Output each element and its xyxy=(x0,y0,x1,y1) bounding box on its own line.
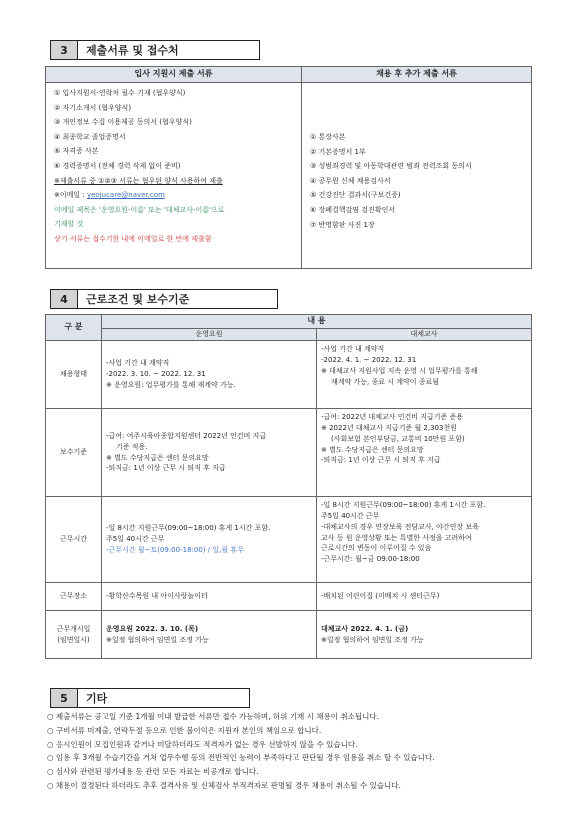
application-docs-cell xyxy=(46,83,302,269)
section-4-number: 4 xyxy=(50,289,78,309)
doc-item: ① 입사지원서-연락처 필수 기재 (협우양식) xyxy=(54,89,186,97)
cell-line: 근로시간의 변동이 이루어질 수 있음 xyxy=(321,544,432,553)
cell-line: ※ 운영요원: 업무평가를 통해 재계약 가능. xyxy=(106,380,236,389)
cell-line: -2022. 3. 10. ~ 2022. 12. 31 xyxy=(106,370,206,379)
cell-line: -일 8시간 지원근무(09:00~18:00) 휴게 1시간 포함. xyxy=(321,501,486,509)
cell-line: 대체교사 2022. 4. 1. (금) xyxy=(321,624,409,633)
cell-line: -2022. 4. 1. ~ 2022. 12. 31 xyxy=(321,355,417,364)
extra-doc-item: ④ 공무원 신체 채용검사서 xyxy=(310,176,391,185)
extra-doc-item: ⑥ 장폐결핵감염 검진확인서 xyxy=(310,205,396,214)
hours-substitute-cell xyxy=(317,497,532,583)
cell-line: -급여: 여주시육아종합지원센터 2022년 인건비 지급 xyxy=(106,431,267,440)
conditions-table xyxy=(45,314,532,659)
section-3-title: 제출서류 및 접수처 xyxy=(78,40,260,60)
workplace-operator-cell xyxy=(102,583,317,611)
employment-operator-cell xyxy=(102,341,317,409)
cell-line: 기준 적용. xyxy=(116,442,148,451)
cell-line: 교사 등 원 운영상황 또는 특별한 사정을 고려하여 xyxy=(321,533,472,542)
email-label: ※이메일 : xyxy=(54,191,87,200)
col-header-substitute: 대체교사 xyxy=(317,329,532,341)
documents-table xyxy=(45,66,532,269)
cell-line: 재계약 가능, 종료 시 계약이 종료됨 xyxy=(331,377,440,386)
row-label-employment: 채용형태 xyxy=(46,341,102,409)
cell-line: ※일정 협의하여 임면일 조정 가능 xyxy=(321,635,424,644)
section-5-title: 기타 xyxy=(78,688,250,708)
cell-line: ※ 대체교사 지원사업 지속 운영 시 업무평가를 통해 xyxy=(321,366,478,375)
email-line xyxy=(46,188,301,203)
col-header-application-docs: 입사 지원시 제출 서류 xyxy=(46,67,302,83)
cell-line: -배치된 어린이집 (미배치 시 센터근무) xyxy=(321,592,440,601)
col-header-gubun: 구 분 xyxy=(46,315,102,341)
cell-line: -대체교사의 경우 연장보육 전담교사, 야간연장 보육 xyxy=(321,522,479,531)
doc-item: ④ 최종학교 졸업증명서 xyxy=(54,132,126,141)
extra-doc-item: ① 통장사본 xyxy=(310,133,346,141)
email-subject-note-2: 기재할 것 xyxy=(54,220,84,229)
row-label-hours: 근무시간 xyxy=(46,497,102,583)
deadline-warning: 상기 서류는 접수기한 내에 이메일로 한 번에 제출함 xyxy=(54,234,212,243)
form-note: ※제출서류 중 ①②③ 서류는 협우된 양식 사용하여 제출 xyxy=(54,176,223,185)
section-4-header xyxy=(50,289,278,309)
cell-line: -근무시간 월~토(09:00-18:00) / 일,월 휴무 xyxy=(106,545,244,554)
row-label-salary: 보수기준 xyxy=(46,409,102,497)
section-4-title: 근로조건 및 보수기준 xyxy=(78,289,278,309)
start-substitute-cell xyxy=(317,611,532,659)
note-item: ○ 심사와 관련된 평가내용 등 관련 모든 자료는 비공개로 합니다. xyxy=(47,767,259,777)
salary-substitute-cell xyxy=(317,409,532,497)
notes-list xyxy=(47,710,537,793)
section-5-header xyxy=(50,688,250,708)
col-header-additional-docs: 채용 후 추가 제출 서류 xyxy=(302,67,532,83)
extra-doc-item: ② 기본증명서 1부 xyxy=(310,147,366,156)
cell-line: -퇴직금: 1년 이상 근무 시 퇴직 후 지급 xyxy=(106,464,226,473)
note-item: ○ 제출서류는 공고일 기준 1개월 이내 발급한 서류만 접수 가능하며, 허위 기재 시 채용이 취소됩니다. xyxy=(47,712,380,721)
doc-item: ② 자기소개서 (협우양식) xyxy=(54,103,132,112)
extra-doc-item: ③ 성범죄경력 및 아동학대관련 범죄 전력조회 동의서 xyxy=(310,162,472,171)
extra-doc-item: ⑤ 건강진단 결과서(구보건증) xyxy=(310,191,401,200)
cell-line: -근무시간: 월~금 09:00-18:00 xyxy=(321,555,420,564)
cell-line: -일 8시간 지원근무(09:00~18:00) 휴게 1시간 포함. xyxy=(106,524,271,533)
doc-item: ③ 개인정보 수집 이용제공 동의서 (협우양식) xyxy=(54,118,192,127)
workplace-substitute-cell xyxy=(317,583,532,611)
section-3-header xyxy=(50,40,260,60)
cell-line: 주5일 40시간 근무 xyxy=(106,535,165,544)
row-label-start-date: 근무개시일 (임면일시) xyxy=(46,611,102,659)
start-operator-cell xyxy=(102,611,317,659)
additional-docs-cell xyxy=(302,83,532,269)
salary-operator-cell xyxy=(102,409,317,497)
cell-line: -황학산수목원 내 아이사랑놀이터 xyxy=(106,592,208,601)
col-header-content: 내 용 xyxy=(102,315,532,329)
email-subject-note: 이메일 제목은 '운영요원-이름' 또는 '대체교사-이름'으로 xyxy=(54,205,225,214)
row-label-workplace: 근무장소 xyxy=(46,583,102,611)
cell-line: ※ 2022년 대체교사 지급기준 월 2,303천원 xyxy=(321,423,457,432)
employment-substitute-cell xyxy=(317,341,532,409)
note-item: ○ 구비서류 미제출, 연락두절 등으로 인한 불이익은 지원자 본인의 책임으로 합니다. xyxy=(47,725,322,735)
cell-line: 운영요원 2022. 3. 10. (목) xyxy=(106,624,199,633)
note-item: ○ 임용 후 3개월 수습기간을 거쳐 업무수행 등의 전반적인 능력이 부족하다고 판단될 경우 임용을 취소 할 수 있습니다. xyxy=(47,753,435,763)
cell-line: (사회보험 본인부담금, 교통비 10만원 포함) xyxy=(331,434,465,443)
doc-item: ⑤ 자격증 사본 xyxy=(54,147,99,156)
note-item: ○ 채용이 결정된다 하더라도 추후 결격사유 및 신체검사 부적격자로 판명될 경우 채용이 취소될 수 있습니다. xyxy=(47,780,401,790)
cell-line: ※ 별도 수당지급은 센터 문의요망 xyxy=(321,445,424,454)
cell-line: ※ 별도 수당지급은 센터 문의요망 xyxy=(106,453,209,462)
cell-line: 주5일 40시간 근무 xyxy=(321,511,380,520)
cell-line: -사업 기간 내 계약직 xyxy=(106,359,170,368)
extra-doc-item: ⑦ 반명함판 사진 1장 xyxy=(310,220,375,229)
section-3-number: 3 xyxy=(50,40,78,60)
cell-line: -퇴직금: 1년 이상 근무 시 퇴직 후 지급 xyxy=(321,456,441,465)
hours-operator-cell xyxy=(102,497,317,583)
cell-line: -사업 기간 내 계약직 xyxy=(321,345,385,353)
section-5-number: 5 xyxy=(50,688,78,708)
cell-line: -급여: 2022년 대체교사 인건비 지급기준 준용 xyxy=(321,413,464,421)
doc-item: ⑥ 경력증명서 (전체 경력 삭제 없이 준비) xyxy=(54,161,181,170)
col-header-operator: 운영요원 xyxy=(102,329,317,341)
note-item: ○ 응시인원이 모집인원과 같거나 미달하더라도 적격자가 없는 경우 선발하지 않을 수 있습니다. xyxy=(47,739,358,749)
cell-line: ※일정 협의하여 임면일 조정 가능 xyxy=(106,635,209,644)
email-link[interactable]: yeojucare@naver.com xyxy=(86,191,165,200)
